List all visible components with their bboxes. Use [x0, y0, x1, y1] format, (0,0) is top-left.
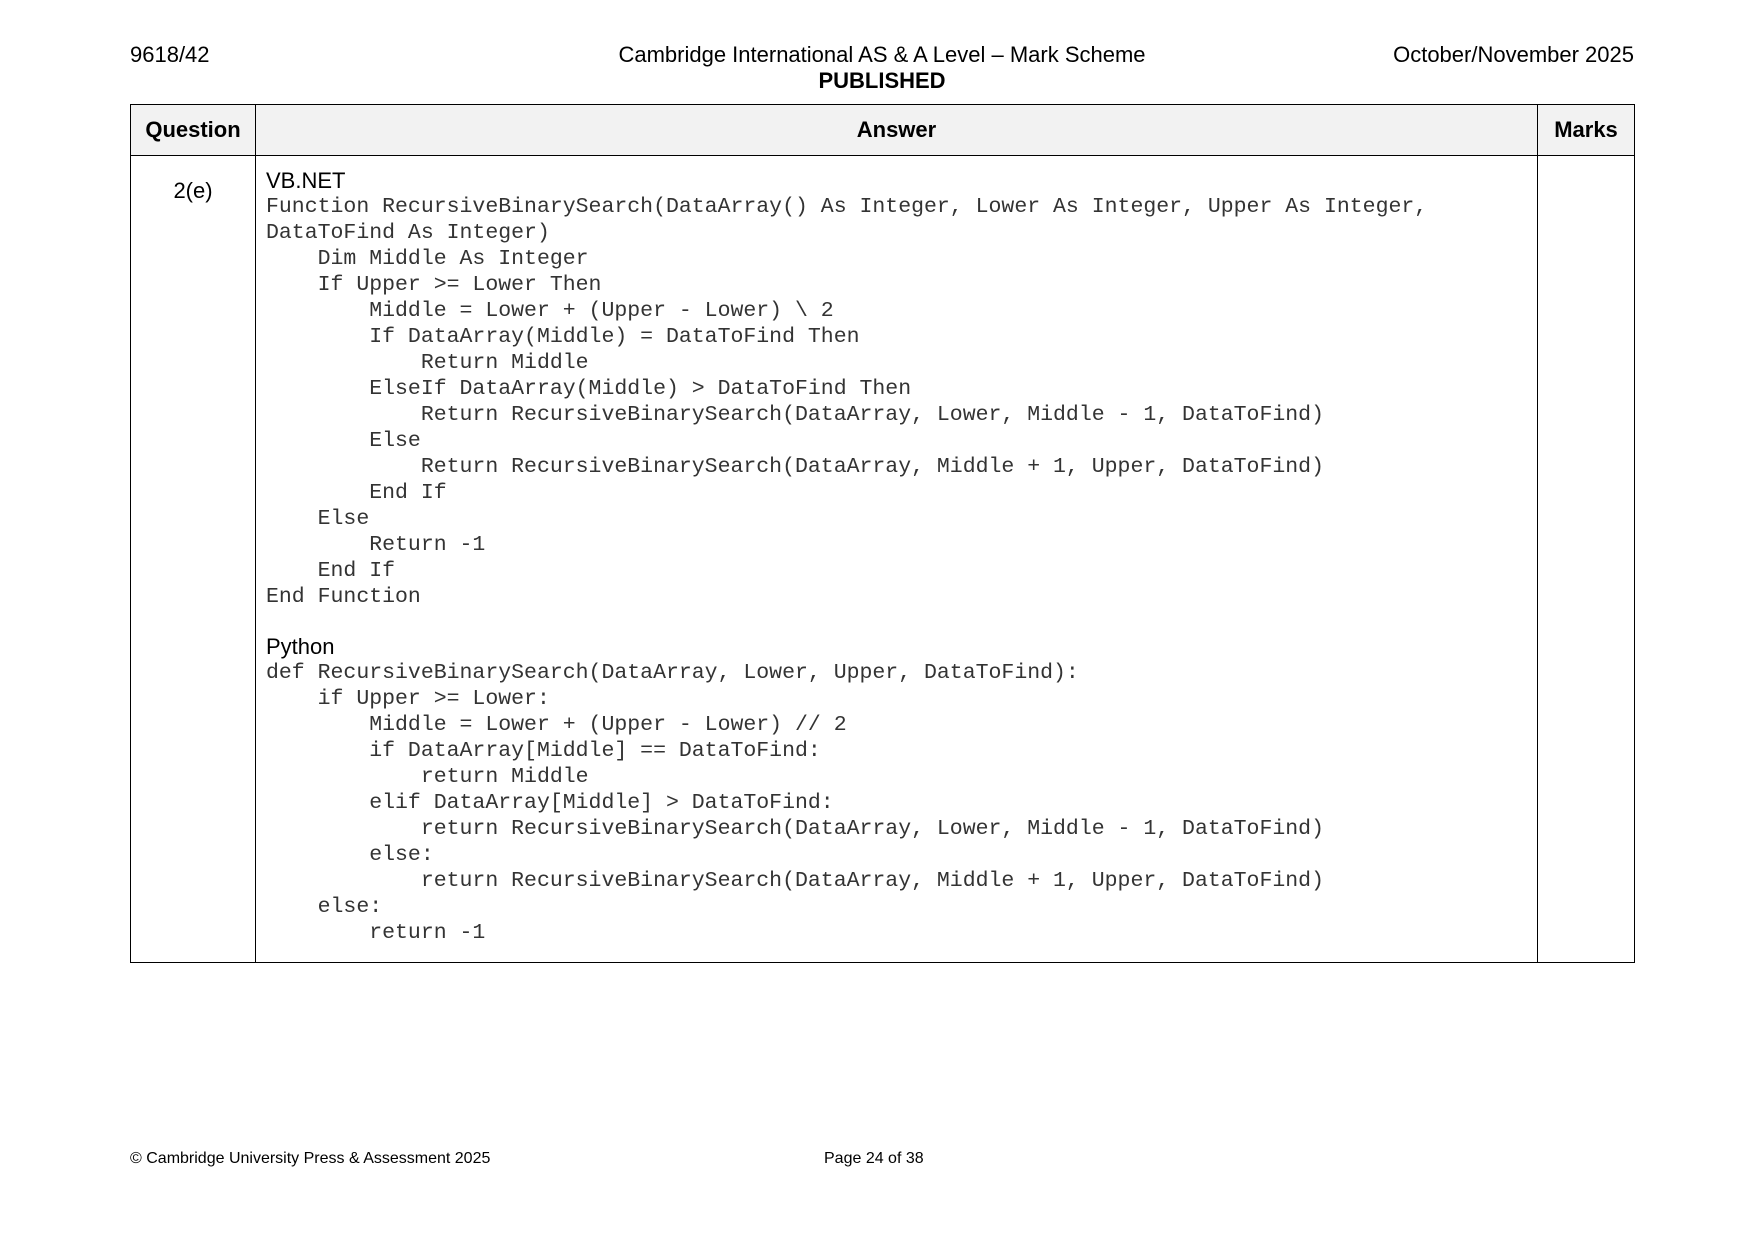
table-row: [131, 156, 1635, 963]
answer-cell: [256, 156, 1538, 963]
python-label: Python: [266, 634, 335, 659]
mark-scheme-title: Cambridge International AS & A Level – Mark Scheme: [618, 42, 1146, 67]
table-header-row: [131, 105, 1635, 156]
copyright-notice: © Cambridge University Press & Assessment 2025: [130, 1150, 491, 1167]
page-number: Page 24 of 38: [824, 1150, 924, 1167]
exam-session: October/November 2025: [1393, 42, 1634, 67]
vbnet-code-block: Function RecursiveBinarySearch(DataArray() As Integer, Lower As Integer, Upper As Integer, DataToFind As Integer) Dim Middle As Integer If Upper >= Lower Then Middle = Lower + (Upper - Lower) \ 2 If DataArray(Middle) = DataToFind Then Return Middle ElseIf DataArray(Middle) > DataToFind Then Return RecursiveBinarySearch(DataArray, Lower, Middle - 1, DataToFind) Else Return RecursiveBinarySearch(DataArray, Middle + 1, Upper, DataToFind) End If Else Return -1 End If End Function: [266, 195, 1428, 609]
question-number: 2(e): [173, 178, 213, 203]
mark-scheme-table: [130, 104, 1635, 963]
column-header-answer: Answer: [256, 105, 1538, 156]
paper-code: 9618/42: [130, 42, 210, 67]
vbnet-label: VB.NET: [266, 168, 346, 193]
published-label: PUBLISHED: [818, 68, 946, 93]
column-header-question: Question: [131, 105, 256, 156]
column-header-marks: Marks: [1538, 105, 1635, 156]
marks-cell: [1538, 156, 1635, 963]
question-cell: [131, 156, 256, 963]
python-code-block: def RecursiveBinarySearch(DataArray, Lower, Upper, DataToFind): if Upper >= Lower: Middle = Lower + (Upper - Lower) // 2 if DataArray[Middle] == DataToFind: return Middle elif DataArray[Middle] > DataToFind: return RecursiveBinarySearch(DataArray, Lower, Middle - 1, DataToFind) else: return RecursiveBinarySearch(DataArray, Middle + 1, Upper, DataToFind) else: return -1: [266, 661, 1324, 945]
